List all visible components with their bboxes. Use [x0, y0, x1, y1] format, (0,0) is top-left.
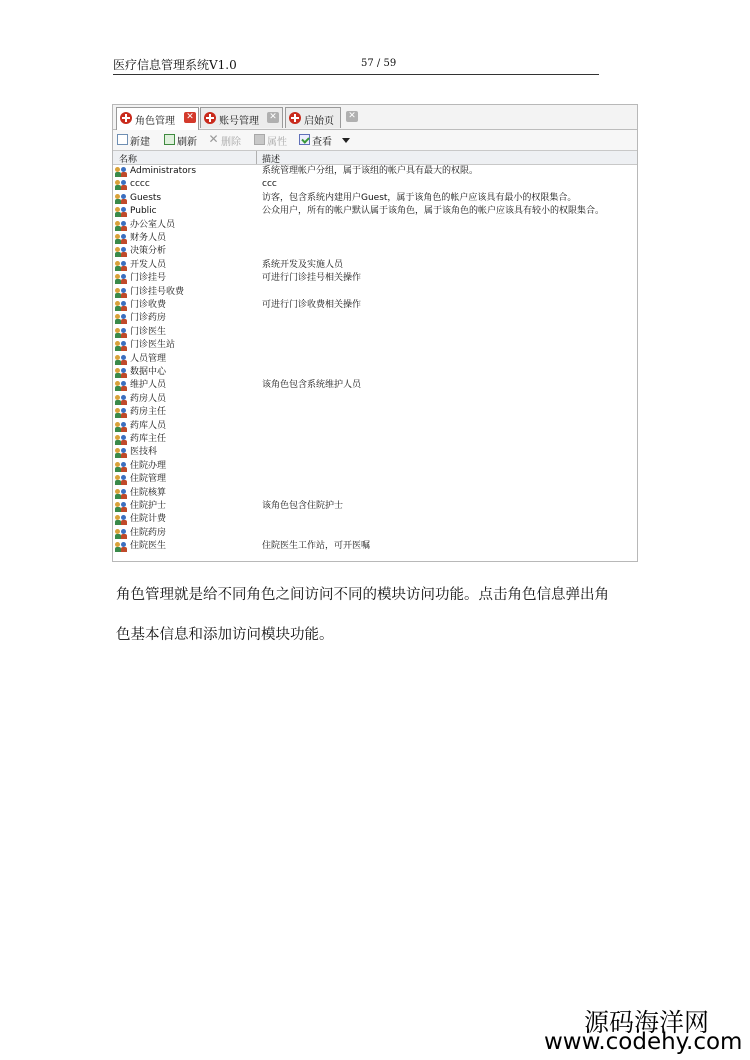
table-row[interactable]	[113, 205, 637, 218]
tab-bar	[113, 105, 637, 130]
table-row[interactable]	[113, 326, 637, 339]
column-divider[interactable]	[256, 151, 257, 164]
role-group-icon	[115, 301, 127, 311]
view-label: 查看	[312, 137, 332, 148]
role-name: cccc	[130, 179, 150, 190]
account-tab-icon	[204, 112, 216, 124]
role-description: 可进行门诊挂号相关操作	[262, 273, 362, 284]
tab-start-page[interactable]	[285, 107, 341, 128]
table-row[interactable]	[113, 393, 637, 406]
table-row[interactable]	[113, 473, 637, 486]
role-name: 住院办理	[130, 460, 167, 471]
role-group-icon	[115, 529, 127, 539]
table-row[interactable]	[113, 165, 637, 178]
table-row[interactable]	[113, 232, 637, 245]
table-row[interactable]	[113, 406, 637, 419]
role-group-icon	[115, 180, 127, 190]
role-description: 住院医生工作站，可开医嘱	[262, 541, 371, 552]
delete-icon: ✕	[208, 132, 219, 146]
refresh-label: 刷新	[177, 137, 197, 148]
role-group-icon	[115, 261, 127, 271]
role-name: 药库人员	[130, 420, 167, 431]
role-group-icon	[115, 288, 127, 298]
column-header-name[interactable]: 名称	[119, 155, 138, 165]
role-group-icon	[115, 489, 127, 499]
role-group-icon	[115, 314, 127, 324]
role-description: 访客，包含系统内建用户Guest，属于该角色的帐户应该具有最小的权限集合。	[262, 192, 577, 203]
role-name: 门诊挂号收费	[130, 286, 185, 297]
table-row[interactable]	[113, 540, 637, 553]
role-name: 办公室人员	[130, 219, 176, 230]
table-row[interactable]	[113, 420, 637, 433]
document-header	[113, 54, 599, 75]
app-screenshot	[112, 104, 638, 562]
role-name: 门诊医生站	[130, 340, 176, 351]
role-description: 系统开发及实施人员	[262, 259, 344, 270]
role-name: 维护人员	[130, 380, 167, 391]
close-icon[interactable]: ✕	[346, 111, 358, 122]
role-name: 医技科	[130, 447, 158, 458]
role-group-icon	[115, 408, 127, 418]
role-name: Public	[130, 206, 157, 217]
role-group-icon	[115, 355, 127, 365]
table-row[interactable]	[113, 527, 637, 540]
table-row[interactable]	[113, 286, 637, 299]
page-number: 57 / 59	[361, 58, 397, 69]
role-group-icon	[115, 234, 127, 244]
body-paragraph-line: 角色管理就是给不同角色之间访问不同的模块访问功能。点击角色信息弹出角	[116, 587, 609, 603]
tab-label: 启始页	[304, 116, 334, 127]
view-dropdown-arrow-icon[interactable]	[342, 138, 350, 143]
role-name: 数据中心	[130, 367, 167, 377]
tab-label: 账号管理	[219, 116, 259, 127]
role-group-icon	[115, 515, 127, 525]
role-tab-icon	[120, 112, 132, 124]
role-name: 门诊医生	[130, 326, 167, 337]
properties-icon	[254, 134, 265, 145]
role-group-icon	[115, 435, 127, 445]
role-description: 该角色包含系统维护人员	[262, 380, 362, 391]
role-name: 人员管理	[130, 353, 167, 364]
new-label: 新建	[130, 137, 150, 148]
watermark-url: www.codehy.com	[544, 1029, 743, 1055]
table-row[interactable]	[113, 487, 637, 500]
role-name: 药房人员	[130, 393, 167, 404]
start-tab-icon	[289, 112, 301, 124]
role-name: Administrators	[130, 166, 197, 176]
role-name: 决策分析	[130, 246, 167, 257]
close-icon[interactable]: ✕	[184, 112, 196, 123]
table-row[interactable]	[113, 259, 637, 272]
delete-label: 删除	[221, 137, 241, 148]
role-group-icon	[115, 194, 127, 204]
table-row[interactable]	[113, 379, 637, 392]
role-name: 住院核算	[130, 487, 167, 498]
role-group-icon	[115, 221, 127, 231]
role-group-icon	[115, 207, 127, 217]
table-row[interactable]	[113, 513, 637, 526]
role-group-icon	[115, 247, 127, 257]
table-row[interactable]	[113, 178, 637, 191]
table-row[interactable]	[113, 366, 637, 379]
role-group-icon	[115, 328, 127, 338]
role-group-icon	[115, 422, 127, 432]
body-paragraph-line: 色基本信息和添加访问模块功能。	[116, 627, 334, 643]
role-group-icon	[115, 542, 127, 552]
role-description: 公众用户，所有的帐户默认属于该角色，属于该角色的帐户应该具有较小的权限集合。	[262, 206, 605, 217]
table-row[interactable]	[113, 446, 637, 459]
role-description: 可进行门诊收费相关操作	[262, 300, 362, 310]
new-file-icon	[117, 134, 128, 145]
role-group-icon	[115, 368, 127, 378]
role-name: 住院护士	[130, 501, 167, 511]
role-description: ccc	[262, 179, 277, 190]
role-group-icon	[115, 462, 127, 472]
role-group-icon	[115, 448, 127, 458]
role-name: 住院医生	[130, 541, 167, 552]
table-row[interactable]	[113, 299, 637, 312]
table-row[interactable]	[113, 460, 637, 473]
role-group-icon	[115, 475, 127, 485]
column-header-desc[interactable]: 描述	[262, 155, 281, 165]
role-grid	[113, 165, 637, 561]
role-group-icon	[115, 167, 127, 177]
role-name: 住院药房	[130, 527, 167, 538]
role-group-icon	[115, 502, 127, 512]
document-title: 医疗信息管理系统V1.0	[113, 58, 237, 72]
table-row[interactable]	[113, 433, 637, 446]
role-group-icon	[115, 381, 127, 391]
close-icon[interactable]: ✕	[267, 112, 279, 123]
table-row[interactable]	[113, 272, 637, 285]
table-row[interactable]	[113, 219, 637, 232]
role-name: 药库主任	[130, 434, 167, 444]
role-name: Guests	[130, 192, 162, 203]
refresh-icon	[164, 134, 175, 145]
table-row[interactable]	[113, 312, 637, 325]
role-group-icon	[115, 395, 127, 405]
tab-role-management[interactable]	[116, 107, 199, 130]
role-description: 系统管理帐户分组，属于该组的帐户具有最大的权限。	[262, 166, 479, 176]
table-row[interactable]	[113, 192, 637, 205]
role-description: 该角色包含住院护士	[262, 501, 344, 511]
view-icon	[299, 134, 310, 145]
table-row[interactable]	[113, 353, 637, 366]
toolbar	[113, 130, 637, 151]
tab-label: 角色管理	[135, 116, 175, 127]
role-name: 门诊收费	[130, 300, 167, 310]
table-row[interactable]	[113, 500, 637, 513]
role-name: 住院管理	[130, 474, 167, 485]
role-name: 门诊挂号	[130, 273, 167, 284]
role-name: 财务人员	[130, 233, 167, 243]
tab-account-management[interactable]	[200, 107, 283, 128]
role-name: 门诊药房	[130, 313, 167, 324]
table-row[interactable]	[113, 245, 637, 258]
table-row[interactable]	[113, 339, 637, 352]
role-group-icon	[115, 274, 127, 284]
role-name: 住院计费	[130, 514, 167, 525]
watermark-text: 源码海洋网	[584, 1008, 710, 1037]
role-name: 药房主任	[130, 407, 167, 418]
role-name: 开发人员	[130, 259, 167, 270]
role-group-icon	[115, 341, 127, 351]
properties-label: 属性	[267, 137, 287, 148]
grid-header	[113, 151, 637, 165]
